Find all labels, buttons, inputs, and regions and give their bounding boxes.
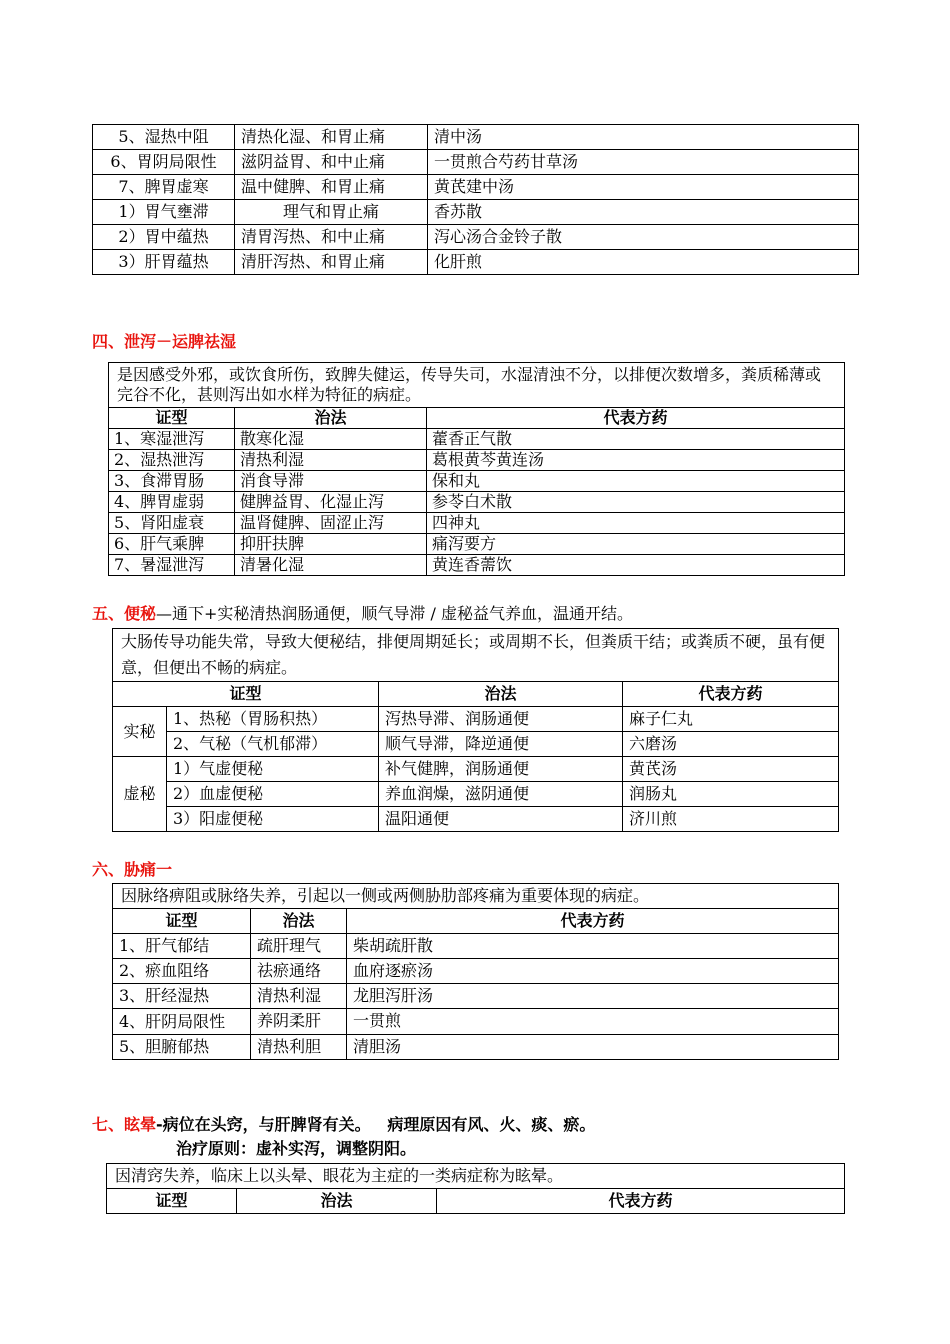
method-cell: 温阳通便	[379, 807, 623, 832]
method-cell: 健脾益胃、化湿止泻	[235, 492, 427, 513]
syndrome-cell: 7、脾胃虚寒	[93, 175, 235, 200]
vertigo-table	[106, 1163, 845, 1214]
table-row	[113, 934, 839, 959]
method-cell: 清热利湿	[251, 984, 347, 1009]
formula-cell: 葛根黄芩黄连汤	[427, 450, 845, 471]
table-row	[109, 429, 845, 450]
diarrhea-table	[108, 362, 845, 576]
formula-cell: 六磨汤	[623, 732, 839, 757]
method-cell: 温肾健脾、固涩止泻	[235, 513, 427, 534]
syndrome-cell: 5、肾阳虚衰	[109, 513, 235, 534]
table-row	[113, 807, 839, 832]
header-method: 治法	[237, 1189, 437, 1214]
header-formula: 代表方药	[623, 682, 839, 707]
header-syndrome: 证型	[109, 408, 235, 429]
table-row	[93, 200, 859, 225]
method-cell: 清热化湿、和胃止痛	[235, 125, 428, 150]
method-cell: 理气和胃止痛	[235, 200, 428, 225]
method-cell: 散寒化湿	[235, 429, 427, 450]
syndrome-cell: 3）肝胃蕴热	[93, 250, 235, 275]
table-row	[93, 225, 859, 250]
syndrome-cell: 1、热秘（胃肠积热）	[167, 707, 379, 732]
section-4-title: 四、泄泻－运脾祛湿	[92, 332, 237, 351]
section-7-line1: -病位在头窍，与肝脾肾有关。 病理原因有风、火、痰、瘀。	[156, 1115, 596, 1134]
section-6-title: 六、胁痛一	[92, 860, 173, 879]
syndrome-cell: 5、湿热中阻	[93, 125, 235, 150]
header-method: 治法	[251, 909, 347, 934]
section-5-heading	[92, 603, 633, 625]
section-7-principle: 治疗原则：虚补实泻，调整阴阳。	[176, 1139, 417, 1158]
method-cell: 养血润燥，滋阴通便	[379, 782, 623, 807]
table-row	[113, 1035, 839, 1060]
table-row	[109, 534, 845, 555]
table-row	[93, 250, 859, 275]
method-cell: 清热利胆	[251, 1035, 347, 1060]
header-method: 治法	[235, 408, 427, 429]
formula-cell: 黄芪建中汤	[428, 175, 859, 200]
header-syndrome: 证型	[113, 682, 379, 707]
method-cell: 养阴柔肝	[251, 1009, 347, 1035]
stomach-pain-table-continued	[92, 124, 859, 275]
method-cell: 滋阴益胃、和中止痛	[235, 150, 428, 175]
method-cell: 清胃泻热、和中止痛	[235, 225, 428, 250]
syndrome-cell: 2、湿热泄泻	[109, 450, 235, 471]
formula-cell: 参苓白术散	[427, 492, 845, 513]
formula-cell: 一贯煎	[347, 1009, 839, 1035]
formula-cell: 痛泻要方	[427, 534, 845, 555]
method-cell: 抑肝扶脾	[235, 534, 427, 555]
syndrome-cell: 5、胆腑郁热	[113, 1035, 251, 1060]
method-cell: 补气健脾，润肠通便	[379, 757, 623, 782]
group-label-excess: 实秘	[113, 707, 167, 757]
formula-cell: 清中汤	[428, 125, 859, 150]
header-method: 治法	[379, 682, 623, 707]
hypochondriac-description: 因脉络痹阻或脉络失养，引起以一侧或两侧胁肋部疼痛为重要体现的病症。	[113, 884, 839, 909]
method-cell: 清热利湿	[235, 450, 427, 471]
diarrhea-description: 是因感受外邪，或饮食所伤，致脾失健运，传导失司，水湿清浊不分，以排便次数增多，粪质稀薄或完谷不化，甚则泻出如水样为特征的病症。	[109, 363, 845, 408]
formula-cell: 柴胡疏肝散	[347, 934, 839, 959]
table-row	[109, 471, 845, 492]
syndrome-cell: 1）胃气壅滞	[93, 200, 235, 225]
table-row	[113, 757, 839, 782]
formula-cell: 清胆汤	[347, 1035, 839, 1060]
group-label-deficiency: 虚秘	[113, 757, 167, 832]
header-syndrome: 证型	[107, 1189, 237, 1214]
constipation-table	[112, 628, 839, 832]
section-5-subtitle: —通下+实秘清热润肠通便，顺气导滞 / 虚秘益气养血，温通开结。	[156, 604, 633, 623]
method-cell: 温中健脾、和胃止痛	[235, 175, 428, 200]
method-cell: 消食导滞	[235, 471, 427, 492]
table-row	[109, 450, 845, 471]
formula-cell: 香苏散	[428, 200, 859, 225]
syndrome-cell: 6、胃阴局限性	[93, 150, 235, 175]
formula-cell: 麻子仁丸	[623, 707, 839, 732]
header-formula: 代表方药	[427, 408, 845, 429]
header-syndrome: 证型	[113, 909, 251, 934]
table-row	[113, 732, 839, 757]
table-row	[109, 513, 845, 534]
constipation-description: 大肠传导功能失常，导致大便秘结，排便周期延长；或周期不长，但粪质干结；或粪质不硬，虽有便意，但便出不畅的病症。	[113, 629, 839, 682]
table-row	[113, 1009, 839, 1035]
syndrome-cell: 1、肝气郁结	[113, 934, 251, 959]
method-cell: 清暑化湿	[235, 555, 427, 576]
formula-cell: 血府逐瘀汤	[347, 959, 839, 984]
syndrome-cell: 4、肝阴局限性	[113, 1009, 251, 1035]
formula-cell: 泻心汤合金铃子散	[428, 225, 859, 250]
formula-cell: 黄芪汤	[623, 757, 839, 782]
table-row	[109, 555, 845, 576]
header-formula: 代表方药	[437, 1189, 845, 1214]
formula-cell: 黄连香薷饮	[427, 555, 845, 576]
syndrome-cell: 2、气秘（气机郁滞）	[167, 732, 379, 757]
syndrome-cell: 2）血虚便秘	[167, 782, 379, 807]
method-cell: 顺气导滞，降逆通便	[379, 732, 623, 757]
table-row	[113, 959, 839, 984]
syndrome-cell: 6、肝气乘脾	[109, 534, 235, 555]
syndrome-cell: 3、肝经湿热	[113, 984, 251, 1009]
section-5-title: 五、便秘	[92, 604, 157, 623]
table-row	[113, 984, 839, 1009]
hypochondriac-pain-table	[112, 883, 839, 1060]
syndrome-cell: 7、暑湿泄泻	[109, 555, 235, 576]
method-cell: 祛瘀通络	[251, 959, 347, 984]
table-row	[113, 782, 839, 807]
table-row	[113, 707, 839, 732]
table-row	[93, 175, 859, 200]
method-cell: 泻热导滞、润肠通便	[379, 707, 623, 732]
syndrome-cell: 1）气虚便秘	[167, 757, 379, 782]
section-7-title: 七、眩晕	[92, 1115, 157, 1134]
formula-cell: 一贯煎合芍药甘草汤	[428, 150, 859, 175]
syndrome-cell: 2）胃中蕴热	[93, 225, 235, 250]
formula-cell: 润肠丸	[623, 782, 839, 807]
table-row	[93, 150, 859, 175]
section-7-heading	[92, 1114, 595, 1136]
formula-cell: 龙胆泻肝汤	[347, 984, 839, 1009]
table-row	[93, 125, 859, 150]
syndrome-cell: 3、食滞胃肠	[109, 471, 235, 492]
method-cell: 清肝泻热、和胃止痛	[235, 250, 428, 275]
formula-cell: 四神丸	[427, 513, 845, 534]
vertigo-description: 因清窍失养，临床上以头晕、眼花为主症的一类病症称为眩晕。	[107, 1164, 845, 1189]
formula-cell: 保和丸	[427, 471, 845, 492]
header-formula: 代表方药	[347, 909, 839, 934]
syndrome-cell: 3）阳虚便秘	[167, 807, 379, 832]
table-row	[109, 492, 845, 513]
method-cell: 疏肝理气	[251, 934, 347, 959]
syndrome-cell: 4、脾胃虚弱	[109, 492, 235, 513]
syndrome-cell: 2、瘀血阻络	[113, 959, 251, 984]
formula-cell: 化肝煎	[428, 250, 859, 275]
formula-cell: 济川煎	[623, 807, 839, 832]
syndrome-cell: 1、寒湿泄泻	[109, 429, 235, 450]
formula-cell: 藿香正气散	[427, 429, 845, 450]
